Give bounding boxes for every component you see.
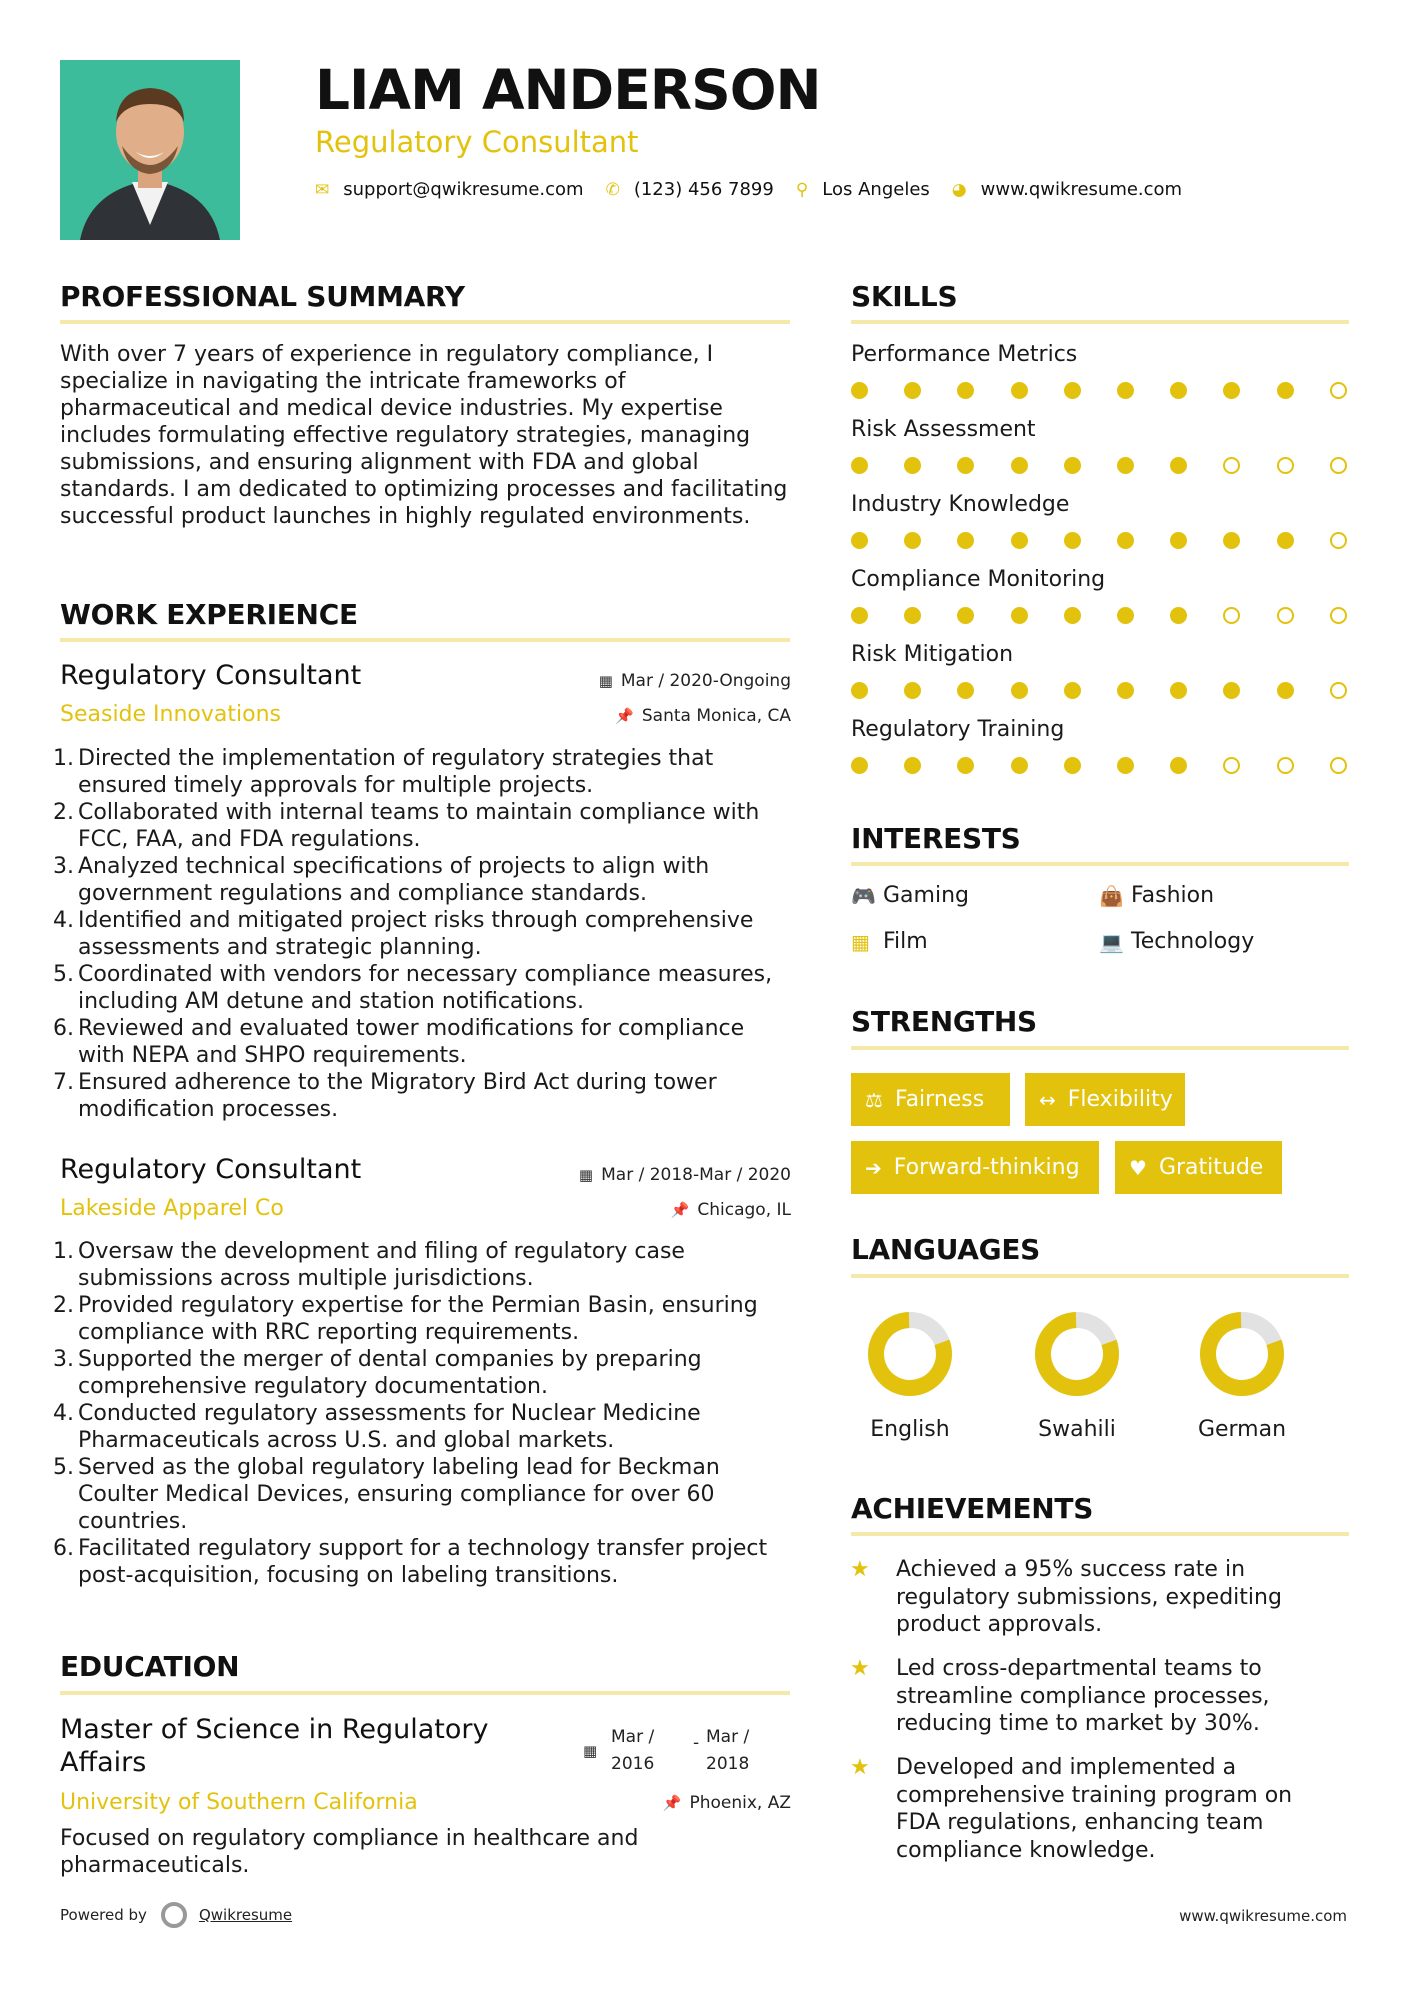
achievement-item: ★ Led cross-departmental teams to streamline compliance processes, reducing time to market by 30%. xyxy=(850,1656,1270,1736)
footer-brand-link[interactable]: Qwikresume xyxy=(198,1906,293,1924)
rating-dot-filled xyxy=(904,532,921,549)
rating-dot-filled xyxy=(1064,607,1081,624)
skill-name: Risk Mitigation xyxy=(851,642,1014,667)
school-name: University of Southern California xyxy=(60,1790,418,1815)
footer-powered-by: Powered by Qwikresume xyxy=(60,1902,292,1928)
laptop-icon: 💻 xyxy=(1099,929,1124,954)
rating-dot-filled xyxy=(1170,532,1187,549)
language-name: English xyxy=(870,1417,950,1442)
achievement-item: ★ Achieved a 95% success rate in regulatory submissions, expediting product approvals. xyxy=(850,1557,1282,1637)
rating-dot-filled xyxy=(1117,607,1134,624)
proficiency-donut xyxy=(1034,1311,1120,1397)
rating-dot-filled xyxy=(1223,532,1240,549)
rating-dot-filled xyxy=(851,382,868,399)
rating-dot-filled xyxy=(1277,532,1294,549)
rating-dot-filled xyxy=(851,532,868,549)
rating-dot-filled xyxy=(1064,682,1081,699)
qwikresume-logo-icon xyxy=(161,1902,187,1928)
film-icon: ▦ xyxy=(851,929,870,954)
rating-dot-empty xyxy=(1330,532,1347,549)
strengths-divider xyxy=(851,1046,1349,1050)
rating-dot-filled xyxy=(1011,457,1028,474)
pin-icon: 📌 xyxy=(615,707,634,725)
education-heading: EDUCATION xyxy=(60,1650,240,1683)
language-german xyxy=(1187,1311,1297,1442)
achievements-heading: ACHIEVEMENTS xyxy=(851,1492,1094,1525)
list-item: 1. Oversaw the development and filing of regulatory case submissions across multiple jurisdictions. xyxy=(53,1239,685,1291)
list-item: 4. Conducted regulatory assessments for Nuclear Medicine Pharmaceuticals across U.S. and global markets. xyxy=(53,1401,701,1453)
interest-gaming: 🎮 Gaming xyxy=(851,883,969,908)
mail-icon: ✉ xyxy=(315,179,330,200)
contact-website[interactable]: www.qwikresume.com xyxy=(980,179,1183,200)
education-location: 📌 Phoenix, AZ xyxy=(662,1793,791,1813)
globe-icon: ◕ xyxy=(951,179,967,200)
skill-rating xyxy=(851,382,1337,400)
rating-dot-filled xyxy=(1117,457,1134,474)
rating-dot-filled xyxy=(1117,682,1134,699)
summary-heading: PROFESSIONAL SUMMARY xyxy=(60,280,465,313)
rating-dot-filled xyxy=(1064,382,1081,399)
calendar-icon: ▦ xyxy=(583,1742,598,1760)
job-1-company: Seaside Innovations xyxy=(60,702,281,727)
rating-dot-filled xyxy=(1011,382,1028,399)
rating-dot-empty xyxy=(1330,607,1347,624)
gamepad-icon: 🎮 xyxy=(851,883,876,908)
achievement-item: ★ Developed and implemented a comprehensive training program on FDA regulations, enhancing team compliance knowledge. xyxy=(850,1755,1293,1863)
skill-name: Performance Metrics xyxy=(851,342,1078,367)
rating-dot-filled xyxy=(1277,382,1294,399)
heart-icon: ♥ xyxy=(1129,1155,1147,1180)
rating-dot-filled xyxy=(851,457,868,474)
job-1-dates: ▦ Mar / 2020-Ongoing xyxy=(598,671,791,691)
rating-dot-filled xyxy=(1170,382,1187,399)
star-icon: ★ xyxy=(850,1755,870,1780)
job-2-bullets xyxy=(53,1238,795,1589)
experience-divider xyxy=(60,638,790,642)
rating-dot-empty xyxy=(1330,757,1347,774)
rating-dot-filled xyxy=(904,757,921,774)
languages-heading: LANGUAGES xyxy=(851,1233,1041,1266)
contact-bar xyxy=(315,179,1204,200)
star-icon: ★ xyxy=(850,1656,870,1681)
job-1-bullets xyxy=(53,745,795,1123)
rating-dot-filled xyxy=(1011,532,1028,549)
rating-dot-filled xyxy=(1277,682,1294,699)
proficiency-donut xyxy=(867,1311,953,1397)
rating-dot-filled xyxy=(851,757,868,774)
strength-forward-thinking: ➔ Forward-thinking xyxy=(851,1141,1099,1194)
job-1-location: 📌 Santa Monica, CA xyxy=(615,706,791,726)
rating-dot-empty xyxy=(1330,682,1347,699)
proficiency-donut xyxy=(1199,1311,1285,1397)
calendar-icon: ▦ xyxy=(598,672,613,690)
rating-dot-empty xyxy=(1277,757,1294,774)
rating-dot-filled xyxy=(1170,682,1187,699)
profile-photo xyxy=(60,60,240,240)
balance-scale-icon: ⚖ xyxy=(865,1087,883,1112)
location-icon: ⚲ xyxy=(795,179,809,200)
candidate-name: LIAM ANDERSON xyxy=(315,58,821,122)
rating-dot-filled xyxy=(1011,607,1028,624)
rating-dot-filled xyxy=(1170,457,1187,474)
contact-location: Los Angeles xyxy=(822,179,930,200)
degree-title: Master of Science in Regulatory Affairs xyxy=(60,1714,489,1778)
skill-rating xyxy=(851,607,1337,625)
education-divider xyxy=(60,1691,790,1695)
rating-dot-filled xyxy=(1064,532,1081,549)
achievements-divider xyxy=(851,1532,1349,1536)
list-item: 3. Analyzed technical specifications of projects to align with government regulations and compliance standards. xyxy=(53,854,710,906)
skill-name: Industry Knowledge xyxy=(851,492,1070,517)
rating-dot-filled xyxy=(904,682,921,699)
rating-dot-empty xyxy=(1330,457,1347,474)
rating-dot-empty xyxy=(1277,607,1294,624)
language-name: Swahili xyxy=(1038,1417,1116,1442)
job-2-role: Regulatory Consultant xyxy=(60,1154,362,1185)
rating-dot-filled xyxy=(957,607,974,624)
rating-dot-filled xyxy=(851,682,868,699)
rating-dot-filled xyxy=(1117,532,1134,549)
rating-dot-filled xyxy=(1223,382,1240,399)
language-name: German xyxy=(1197,1417,1287,1442)
rating-dot-filled xyxy=(1170,607,1187,624)
star-icon: ★ xyxy=(850,1557,870,1582)
rating-dot-filled xyxy=(1170,757,1187,774)
strengths-heading: STRENGTHS xyxy=(851,1005,1037,1038)
list-item: 1. Directed the implementation of regulatory strategies that ensured timely approvals for multiple projects. xyxy=(53,746,714,798)
rating-dot-filled xyxy=(957,682,974,699)
list-item: 4. Identified and mitigated project risks through comprehensive assessments and strategic planning. xyxy=(53,908,754,960)
job-2-dates: ▦ Mar / 2018-Mar / 2020 xyxy=(578,1165,791,1185)
pin-icon: 📌 xyxy=(662,1794,682,1812)
rating-dot-filled xyxy=(1064,757,1081,774)
calendar-icon: ▦ xyxy=(578,1166,594,1184)
list-item: 5. Coordinated with vendors for necessary compliance measures, including AM detune and station notifications. xyxy=(53,962,773,1014)
interest-fashion: 👜 Fashion xyxy=(1099,883,1215,908)
rating-dot-filled xyxy=(1117,382,1134,399)
rating-dot-filled xyxy=(957,532,974,549)
job-2-company: Lakeside Apparel Co xyxy=(60,1196,284,1221)
rating-dot-filled xyxy=(1223,682,1240,699)
experience-heading: WORK EXPERIENCE xyxy=(60,598,358,631)
rating-dot-filled xyxy=(904,457,921,474)
interest-film: ▦ Film xyxy=(851,929,928,954)
list-item: 6. Reviewed and evaluated tower modifications for compliance with NEPA and SHPO requirements. xyxy=(53,1016,745,1068)
language-swahili xyxy=(1022,1311,1132,1442)
rating-dot-empty xyxy=(1223,457,1240,474)
footer-website[interactable]: www.qwikresume.com xyxy=(1179,1907,1347,1925)
skill-name: Compliance Monitoring xyxy=(851,567,1106,592)
strength-gratitude: ♥ Gratitude xyxy=(1115,1141,1282,1194)
rating-dot-empty xyxy=(1223,607,1240,624)
contact-email[interactable]: support@qwikresume.com xyxy=(343,179,584,200)
education-description: Focused on regulatory compliance in healthcare and pharmaceuticals. xyxy=(60,1826,639,1878)
rating-dot-empty xyxy=(1330,382,1347,399)
summary-text: With over 7 years of experience in regulatory compliance, I specialize in navigating the intricate frameworks of pharmaceutical and medical device industries. My expertise includes formulating effective regulatory strategies, managing submissions, and ensuring alignment with FDA and global standards. I am dedicated to optimizing processes and facilitating successful product launches in highly regulated environments. xyxy=(60,342,788,529)
skills-divider xyxy=(851,320,1349,324)
skills-heading: SKILLS xyxy=(851,280,958,313)
rating-dot-filled xyxy=(1064,457,1081,474)
rating-dot-filled xyxy=(904,607,921,624)
skill-name: Risk Assessment xyxy=(851,417,1036,442)
interests-heading: INTERESTS xyxy=(851,822,1021,855)
skill-rating xyxy=(851,457,1337,475)
language-english xyxy=(855,1311,965,1442)
rating-dot-filled xyxy=(1117,757,1134,774)
list-item: 5. Served as the global regulatory labeling lead for Beckman Coulter Medical Devices, ensuring compliance for over 60 countries. xyxy=(53,1455,720,1534)
phone-icon: ✆ xyxy=(605,179,620,200)
list-item: 7. Ensured adherence to the Migratory Bird Act during tower modification processes. xyxy=(53,1070,717,1122)
list-item: 2. Collaborated with internal teams to maintain compliance with FCC, FAA, and FDA regulations. xyxy=(53,800,760,852)
bag-icon: 👜 xyxy=(1099,883,1124,908)
summary-divider xyxy=(60,320,790,324)
contact-phone[interactable]: (123) 456 7899 xyxy=(633,179,774,200)
rating-dot-filled xyxy=(1011,757,1028,774)
skill-name: Regulatory Training xyxy=(851,717,1065,742)
rating-dot-filled xyxy=(1011,682,1028,699)
languages-divider xyxy=(851,1274,1349,1278)
skill-rating xyxy=(851,757,1337,775)
interest-technology: 💻 Technology xyxy=(1099,929,1255,954)
pin-icon: 📌 xyxy=(670,1201,690,1219)
rating-dot-empty xyxy=(1223,757,1240,774)
arrows-horizontal-icon: ↔ xyxy=(1039,1087,1056,1112)
rating-dot-empty xyxy=(1277,457,1294,474)
strength-flexibility: ↔ Flexibility xyxy=(1025,1073,1185,1126)
rating-dot-filled xyxy=(957,757,974,774)
list-item: 3. Supported the merger of dental companies by preparing comprehensive regulatory documentation. xyxy=(53,1347,702,1399)
rating-dot-filled xyxy=(957,382,974,399)
rating-dot-filled xyxy=(851,607,868,624)
strength-fairness: ⚖ Fairness xyxy=(851,1073,1010,1126)
rating-dot-filled xyxy=(904,382,921,399)
candidate-title: Regulatory Consultant xyxy=(315,125,639,159)
job-2-location: 📌 Chicago, IL xyxy=(670,1200,791,1220)
job-1-role: Regulatory Consultant xyxy=(60,660,362,691)
skill-rating xyxy=(851,532,1337,550)
list-item: 6. Facilitated regulatory support for a technology transfer project post-acquisition, focusing on labeling transitions. xyxy=(53,1536,768,1588)
rating-dot-filled xyxy=(957,457,974,474)
arrow-right-icon: ➔ xyxy=(865,1155,882,1180)
skill-rating xyxy=(851,682,1337,700)
interests-divider xyxy=(851,862,1349,866)
list-item: 2. Provided regulatory expertise for the Permian Basin, ensuring compliance with RRC reporting requirements. xyxy=(53,1293,758,1345)
